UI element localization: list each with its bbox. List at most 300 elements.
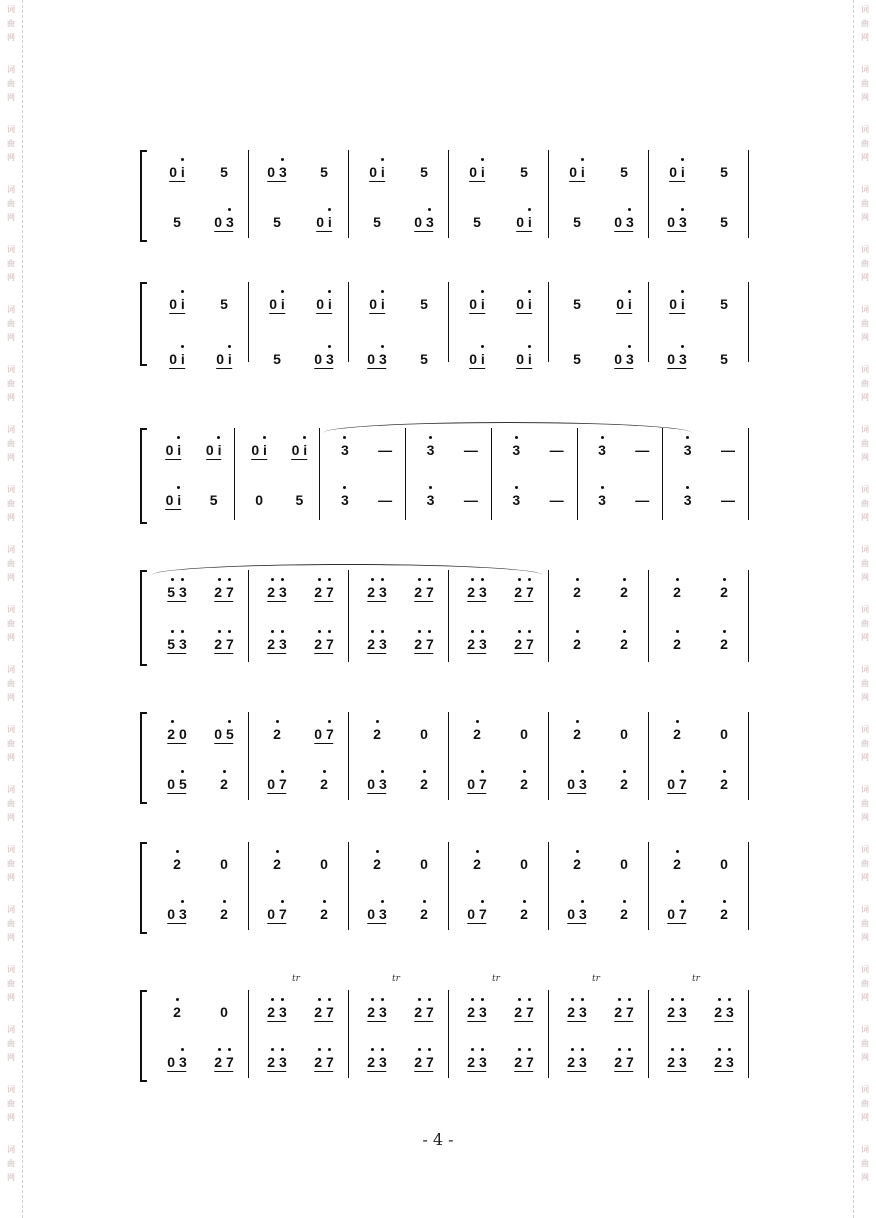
- watermark-char: 词: [7, 665, 15, 674]
- note: [314, 584, 333, 600]
- octave-dot: [428, 208, 431, 211]
- slur: [152, 564, 542, 575]
- barline: [248, 712, 249, 800]
- note-text: 5: [520, 164, 528, 180]
- note: [516, 351, 532, 367]
- watermark-char: 词: [861, 665, 869, 674]
- note-text: 2: [373, 726, 381, 742]
- note: [514, 584, 533, 600]
- note: [473, 856, 481, 872]
- note: [216, 351, 232, 367]
- octave-dot: [676, 850, 679, 853]
- watermark-char: 网: [861, 273, 869, 282]
- note: [684, 492, 692, 508]
- octave-dot: [181, 578, 184, 581]
- note: [721, 442, 735, 458]
- note-text: 0 i: [316, 214, 332, 230]
- note-text: 0 i: [291, 442, 308, 458]
- note: [512, 442, 520, 458]
- watermark-char: 词: [861, 785, 869, 794]
- octave-dot: [271, 578, 274, 581]
- octave-dot: [428, 1048, 431, 1051]
- note: [420, 296, 428, 312]
- octave-dot: [328, 630, 331, 633]
- octave-dot: [381, 578, 384, 581]
- barline: [748, 428, 749, 520]
- note: [173, 856, 181, 872]
- octave-dot: [618, 998, 621, 1001]
- octave-dot: [618, 1048, 621, 1051]
- note: [420, 906, 428, 922]
- note-text: 5: [173, 214, 181, 230]
- note: [467, 584, 486, 600]
- note-text: 3: [426, 492, 435, 508]
- octave-dot: [476, 720, 479, 723]
- watermark-char: 网: [7, 1053, 15, 1062]
- note-text: 2 3: [567, 1004, 587, 1020]
- note-text: 0 3: [414, 214, 434, 230]
- note-text: 2: [673, 726, 681, 742]
- note: [341, 492, 349, 508]
- watermark-char: 网: [7, 993, 15, 1002]
- octave-dot: [271, 998, 274, 1001]
- octave-dot: [228, 630, 231, 633]
- note: [206, 442, 222, 458]
- octave-dot: [328, 208, 331, 211]
- octave-dot: [481, 998, 484, 1001]
- octave-dot: [418, 578, 421, 581]
- watermark-char: 词: [7, 185, 15, 194]
- octave-dot: [576, 630, 579, 633]
- system-bracket: [140, 150, 147, 242]
- score-system: [140, 428, 752, 520]
- note: [210, 492, 218, 508]
- note-text: 0 i: [469, 296, 485, 312]
- note-text: 2: [520, 776, 528, 792]
- note: [414, 1054, 433, 1070]
- octave-dot: [428, 998, 431, 1001]
- barline: [748, 990, 749, 1078]
- note: [669, 296, 685, 312]
- octave-dot: [723, 630, 726, 633]
- watermark-char: 曲: [861, 979, 869, 988]
- note-text: 2 3: [367, 1004, 387, 1020]
- note: [620, 726, 628, 742]
- octave-dot: [628, 290, 631, 293]
- octave-dot: [471, 1048, 474, 1051]
- note: [714, 1054, 733, 1070]
- trill-mark: tr: [292, 974, 300, 984]
- note-text: 0 7: [267, 776, 287, 792]
- note-text: 0 i: [469, 164, 485, 180]
- note: [514, 1004, 533, 1020]
- note-text: 0 i: [316, 296, 332, 312]
- note: [273, 726, 281, 742]
- note-text: 2 7: [314, 636, 334, 652]
- note: [420, 164, 428, 180]
- note: [567, 1004, 586, 1020]
- note-text: 3: [683, 492, 692, 508]
- watermark-column-left: [0, 0, 23, 1218]
- octave-dot: [623, 900, 626, 903]
- note-text: 0 5: [214, 726, 234, 742]
- watermark-char: 网: [861, 813, 869, 822]
- note-text: 0 3: [367, 351, 387, 367]
- barline: [648, 990, 649, 1078]
- barline: [319, 428, 320, 520]
- barline: [348, 570, 349, 662]
- watermark-char: 曲: [861, 139, 869, 148]
- watermark-char: 曲: [861, 859, 869, 868]
- barline: [348, 150, 349, 238]
- octave-dot: [318, 1048, 321, 1051]
- note-text: 0 i: [516, 296, 532, 312]
- note: [273, 214, 281, 230]
- note-text: 0: [420, 856, 428, 872]
- octave-dot: [271, 630, 274, 633]
- note-text: 0: [320, 856, 328, 872]
- octave-dot: [429, 486, 432, 489]
- note: [427, 492, 435, 508]
- note-text: 2: [320, 776, 328, 792]
- octave-dot: [581, 998, 584, 1001]
- note-text: 0 3: [614, 214, 634, 230]
- note-text: 5: [420, 296, 428, 312]
- note-text: 0 i: [165, 492, 182, 508]
- octave-dot: [303, 436, 306, 439]
- octave-dot: [576, 850, 579, 853]
- note: [414, 1004, 433, 1020]
- watermark-char: 曲: [7, 319, 15, 328]
- note-text: 2: [420, 906, 428, 922]
- watermark-char: 网: [861, 873, 869, 882]
- octave-dot: [381, 290, 384, 293]
- barline: [234, 428, 235, 520]
- barline: [348, 712, 349, 800]
- note-text: 3: [340, 492, 349, 508]
- note: [469, 296, 485, 312]
- watermark-char: 网: [861, 993, 869, 1002]
- note: [464, 492, 478, 508]
- watermark-char: 网: [861, 393, 869, 402]
- octave-dot: [581, 770, 584, 773]
- note: [520, 906, 528, 922]
- note-text: 2 7: [214, 636, 234, 652]
- octave-dot: [681, 998, 684, 1001]
- watermark-char: 词: [861, 185, 869, 194]
- note: [550, 442, 564, 458]
- watermark-char: 词: [7, 845, 15, 854]
- note-text: 2: [673, 856, 681, 872]
- octave-dot: [218, 630, 221, 633]
- octave-dot: [518, 578, 521, 581]
- note: [267, 906, 286, 922]
- note-text: 2: [620, 776, 628, 792]
- note: [320, 164, 328, 180]
- octave-dot: [218, 1048, 221, 1051]
- octave-dot: [176, 998, 179, 1001]
- octave-dot: [177, 436, 180, 439]
- note-text: 0: [720, 726, 728, 742]
- note: [314, 636, 333, 652]
- note: [473, 726, 481, 742]
- watermark-char: 词: [861, 5, 869, 14]
- note: [667, 351, 686, 367]
- note: [514, 1054, 533, 1070]
- note-text: 0 i: [269, 296, 285, 312]
- note: [214, 726, 233, 742]
- watermark-char: 曲: [7, 199, 15, 208]
- note-text: 2: [573, 726, 581, 742]
- octave-dot: [171, 578, 174, 581]
- note-text: 2: [720, 906, 728, 922]
- watermark-char: 网: [861, 693, 869, 702]
- note: [614, 1004, 633, 1020]
- watermark-char: 曲: [7, 1159, 15, 1168]
- barline: [491, 428, 492, 520]
- octave-dot: [328, 578, 331, 581]
- note-text: 5: [420, 164, 428, 180]
- octave-dot: [223, 900, 226, 903]
- note: [167, 636, 186, 652]
- note: [296, 492, 304, 508]
- note-text: —: [463, 442, 478, 458]
- note: [314, 1004, 333, 1020]
- note-text: 0 7: [467, 906, 487, 922]
- watermark-char: 曲: [7, 679, 15, 688]
- barline: [348, 990, 349, 1078]
- note-text: 5: [720, 351, 728, 367]
- note: [673, 584, 681, 600]
- watermark-char: 曲: [7, 379, 15, 388]
- note: [220, 296, 228, 312]
- watermark-char: 网: [7, 873, 15, 882]
- watermark-char: 曲: [7, 1099, 15, 1108]
- note: [673, 726, 681, 742]
- note-text: 0 i: [516, 351, 532, 367]
- octave-dot: [576, 578, 579, 581]
- note: [673, 856, 681, 872]
- octave-dot: [381, 998, 384, 1001]
- note: [378, 492, 392, 508]
- note: [467, 776, 486, 792]
- watermark-char: 曲: [861, 1039, 869, 1048]
- watermark-char: 曲: [861, 199, 869, 208]
- octave-dot: [523, 900, 526, 903]
- barline: [648, 712, 649, 800]
- note-text: —: [635, 492, 650, 508]
- octave-dot: [276, 720, 279, 723]
- watermark-char: 曲: [7, 79, 15, 88]
- note: [573, 584, 581, 600]
- note-text: 0 5: [167, 776, 187, 792]
- octave-dot: [515, 436, 518, 439]
- note-text: 0 i: [251, 442, 267, 458]
- note: [720, 296, 728, 312]
- note: [167, 584, 186, 600]
- note: [667, 906, 686, 922]
- watermark-char: 曲: [861, 799, 869, 808]
- octave-dot: [515, 486, 518, 489]
- note-text: 0 i: [516, 214, 532, 230]
- octave-dot: [328, 720, 331, 723]
- note-text: 0 7: [467, 776, 487, 792]
- octave-dot: [263, 436, 266, 439]
- note: [720, 856, 728, 872]
- octave-dot: [381, 345, 384, 348]
- trill-mark: tr: [392, 974, 400, 984]
- octave-dot: [328, 290, 331, 293]
- octave-dot: [371, 630, 374, 633]
- note: [720, 726, 728, 742]
- note: [316, 296, 332, 312]
- watermark-char: 词: [7, 1145, 15, 1154]
- octave-dot: [381, 770, 384, 773]
- note-text: —: [721, 492, 735, 508]
- note-text: 0: [620, 726, 628, 742]
- note-text: 0 i: [165, 442, 182, 458]
- note: [414, 636, 433, 652]
- note: [469, 351, 485, 367]
- note-text: 2 3: [467, 584, 487, 600]
- octave-dot: [429, 436, 432, 439]
- note: [635, 492, 649, 508]
- octave-dot: [228, 208, 231, 211]
- octave-dot: [628, 345, 631, 348]
- octave-dot: [681, 345, 684, 348]
- note: [378, 442, 392, 458]
- note: [720, 776, 728, 792]
- note-text: 5: [573, 214, 581, 230]
- octave-dot: [328, 998, 331, 1001]
- octave-dot: [481, 290, 484, 293]
- note-text: 2: [220, 906, 228, 922]
- note: [367, 776, 386, 792]
- note: [267, 584, 286, 600]
- barline: [405, 428, 406, 520]
- watermark-char: 曲: [861, 499, 869, 508]
- barline: [748, 842, 749, 930]
- note-text: 0 3: [214, 214, 234, 230]
- note-text: —: [721, 442, 735, 458]
- note: [573, 726, 581, 742]
- note: [320, 906, 328, 922]
- note: [667, 1054, 686, 1070]
- note-text: 0 i: [169, 351, 185, 367]
- octave-dot: [671, 1048, 674, 1051]
- barline: [348, 842, 349, 930]
- octave-dot: [371, 1048, 374, 1051]
- watermark-char: 词: [861, 65, 869, 74]
- note-text: 2: [720, 584, 728, 600]
- note: [467, 1054, 486, 1070]
- watermark-char: 网: [7, 213, 15, 222]
- note-text: —: [635, 442, 650, 458]
- octave-dot: [328, 345, 331, 348]
- note: [167, 776, 186, 792]
- note: [267, 1054, 286, 1070]
- watermark-char: 曲: [7, 619, 15, 628]
- watermark-char: 网: [861, 33, 869, 42]
- note-text: 3: [683, 442, 692, 458]
- watermark-char: 网: [861, 213, 869, 222]
- octave-dot: [471, 998, 474, 1001]
- barline: [748, 712, 749, 800]
- octave-dot: [471, 630, 474, 633]
- barline: [662, 428, 663, 520]
- note-text: 5: [573, 296, 581, 312]
- note: [467, 1004, 486, 1020]
- note: [373, 214, 381, 230]
- watermark-char: 词: [861, 305, 869, 314]
- note-text: 0 i: [369, 296, 385, 312]
- note-text: 2: [273, 856, 281, 872]
- watermark-char: 网: [7, 453, 15, 462]
- octave-dot: [228, 1048, 231, 1051]
- note-text: 2: [520, 906, 528, 922]
- watermark-char: 词: [7, 1085, 15, 1094]
- octave-dot: [281, 630, 284, 633]
- note-text: 2 3: [367, 584, 387, 600]
- watermark-char: 词: [861, 485, 869, 494]
- octave-dot: [481, 345, 484, 348]
- note: [320, 776, 328, 792]
- octave-dot: [623, 630, 626, 633]
- note-text: 0 3: [314, 351, 334, 367]
- octave-dot: [323, 900, 326, 903]
- note-text: 2: [473, 856, 481, 872]
- note: [420, 856, 428, 872]
- octave-dot: [676, 720, 679, 723]
- octave-dot: [481, 158, 484, 161]
- note-text: 0 3: [567, 776, 587, 792]
- note: [273, 856, 281, 872]
- note: [373, 856, 381, 872]
- octave-dot: [718, 1048, 721, 1051]
- note: [267, 636, 286, 652]
- watermark-char: 曲: [861, 619, 869, 628]
- note-text: 0 3: [614, 351, 634, 367]
- note-text: 5: [720, 214, 728, 230]
- note-text: 2 7: [514, 584, 534, 600]
- note: [214, 214, 233, 230]
- note-text: 5: [320, 164, 328, 180]
- watermark-char: 网: [7, 933, 15, 942]
- note-text: 0 3: [567, 906, 587, 922]
- note-text: 0: [220, 856, 228, 872]
- octave-dot: [528, 208, 531, 211]
- note: [273, 351, 281, 367]
- note: [320, 856, 328, 872]
- octave-dot: [281, 1048, 284, 1051]
- note-text: 0 3: [667, 351, 687, 367]
- system-bracket: [140, 990, 147, 1082]
- note: [367, 1004, 386, 1020]
- note-text: 5: [295, 492, 304, 508]
- note: [314, 351, 333, 367]
- note-text: 5 3: [167, 636, 187, 652]
- octave-dot: [381, 900, 384, 903]
- note: [720, 906, 728, 922]
- note-text: 2: [673, 584, 681, 600]
- note: [220, 776, 228, 792]
- octave-dot: [318, 998, 321, 1001]
- octave-dot: [281, 770, 284, 773]
- octave-dot: [686, 436, 689, 439]
- barline: [248, 150, 249, 238]
- barline: [248, 842, 249, 930]
- note-text: 2: [620, 906, 628, 922]
